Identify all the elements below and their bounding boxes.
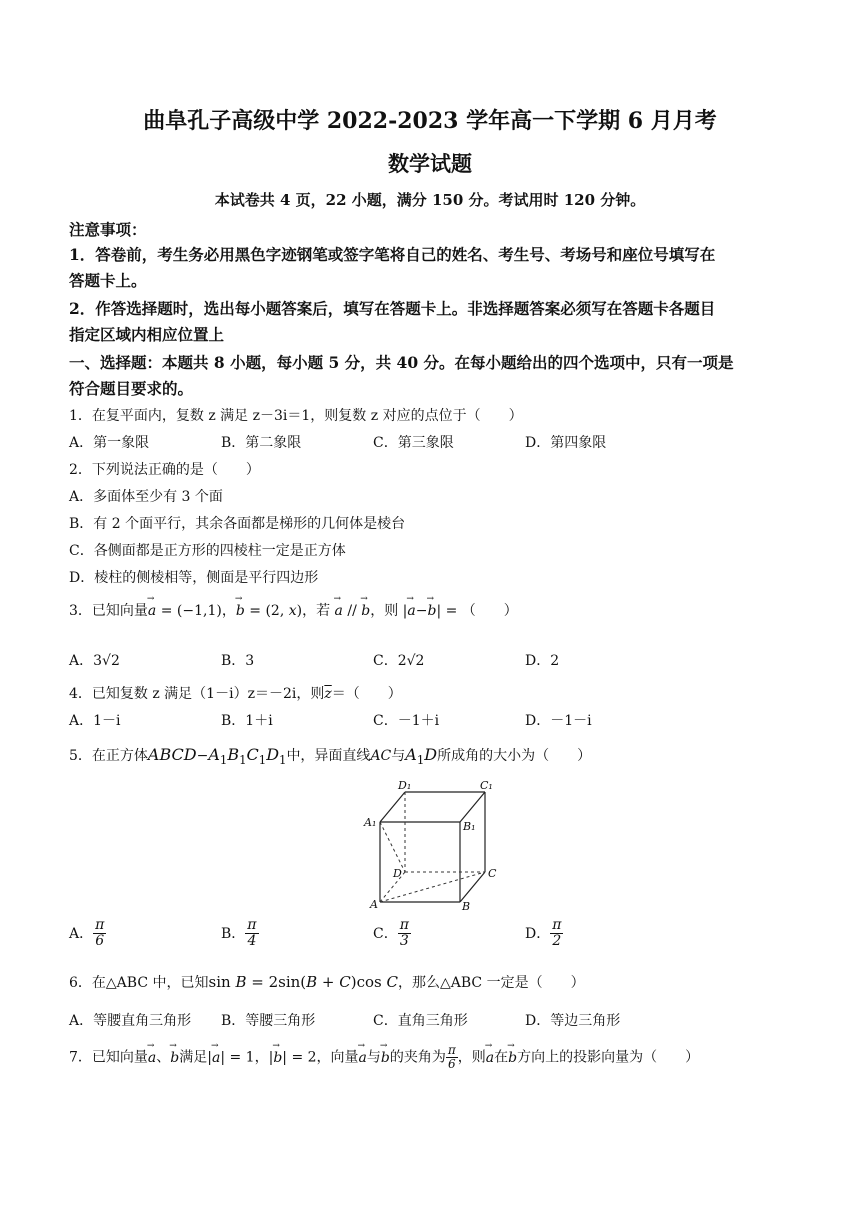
q5-option-a: A． $\frac{\pi}{6}$ [69,917,105,950]
q1-option-d: D．第四象限 [525,435,607,451]
q5-option-d: D． $\frac{\pi}{2}$ [525,917,562,950]
q1-option-b: B．第二象限 [221,435,302,451]
q6-option-c: C．直角三角形 [373,1013,468,1029]
label-c1: C₁ [480,780,493,792]
q3-option-a: A．3√2 [69,653,120,669]
cube-diagram [360,780,510,910]
q3-stem: 3．已知向量→ a = (−1,1)，→ b = (2, x)，若 → a // → b，则 |→ a−→ b| = （ ） [69,600,518,620]
q4-option-d: D．－1－i [525,713,592,729]
q2-option-c: C．各侧面都是正方形的四棱柱一定是正方体 [69,543,346,559]
q3-prefix: 3．已知向量 [69,603,148,619]
q3-option-b: B．3 [221,653,255,669]
q1-option-a: A．第一象限 [69,435,150,451]
q6-option-a: A．等腰直角三角形 [69,1013,192,1029]
exam-subject: 数学试题 [388,151,472,176]
q6-option-d: D．等边三角形 [525,1013,621,1029]
label-b: B [462,900,471,910]
note-2-line-2: 指定区域内相应位置上 [69,325,225,344]
section-1-line-1: 一、选择题：本题共 8 小题，每小题 5 分，共 40 分。在每小题给出的四个选项中，只有一项是 [69,353,734,372]
q6-stem: 6．在△ABC 中，已知sin B = 2sin(B + C)cos C，那么△ABC 一定是（ ） [69,973,585,991]
q4-option-a: A．1－i [69,713,121,729]
label-b1: B₁ [463,820,476,833]
q4-option-c: C．－1＋i [373,713,440,729]
q6-option-b: B．等腰三角形 [221,1013,316,1029]
q4-stem: 4．已知复数 z 满足（1－i）z＝－2i，则$\overline{z}=$（ ） [69,686,402,702]
q1-stem: 1．在复平面内，复数 z 满足 z－3i＝1，则复数 z 对应的点位于（ ） [69,408,523,424]
q5-option-b: B． $\frac{\pi}{4}$ [221,917,257,950]
q7-stem: 7．已知向量→ a、→ b满足|→ a| = 1，|→ b| = 2，向量→ a与→ b的夹角为 $\frac{\pi}{6}$ ，则→ a在→ b方向上的投影向量为（ ） [69,1044,699,1071]
q3-option-d: D．2 [525,653,560,669]
section-1-line-2: 符合题目要求的。 [69,379,194,398]
note-1-line-2: 答题卡上。 [69,271,147,290]
notes-heading: 注意事项： [69,220,147,239]
q4-option-b: B．1＋i [221,713,273,729]
z-conjugate: $\overline{z}$ [324,686,332,702]
note-2-line-1: 2．作答选择题时，选出每小题答案后，填写在答题卡上。非选择题答案必须写在答题卡各题目 [69,299,716,318]
label-d: D [393,867,402,880]
vector-a: → a [148,603,156,619]
exam-info: 本试卷共 4 页，22 小题，满分 150 分。考试用时 120 分钟。 [214,191,646,209]
note-1-line-1: 1．答卷前，考生务必用黑色字迹钢笔或签字笔将自己的姓名、考生号、考场号和座位号填写在 [69,245,716,264]
q2-option-a: A．多面体至少有 3 个面 [69,489,223,505]
q2-stem: 2．下列说法正确的是（ ） [69,462,260,478]
q2-option-b: B．有 2 个面平行，其余各面都是梯形的几何体是棱台 [69,516,406,532]
q3-option-c: C．2√2 [373,653,425,669]
label-c: C [488,867,497,880]
exam-title: 曲阜孔子高级中学 2022-2023 学年高一下学期 6 月月考 [143,108,717,134]
label-a: A [370,898,378,910]
vector-b: → b [236,603,245,619]
q5-option-c: C． $\frac{\pi}{3}$ [373,917,409,950]
q5-stem: 5．在正方体$ABCD-A_1B_1C_1D_1$中，异面直线AC与$A_1D$所成角的大小为（ ） [69,745,592,767]
q1-option-c: C．第三象限 [373,435,454,451]
label-d1: D₁ [398,780,412,792]
q2-option-d: D．棱柱的侧棱相等，侧面是平行四边形 [69,570,319,586]
label-a1: A₁ [364,816,377,829]
